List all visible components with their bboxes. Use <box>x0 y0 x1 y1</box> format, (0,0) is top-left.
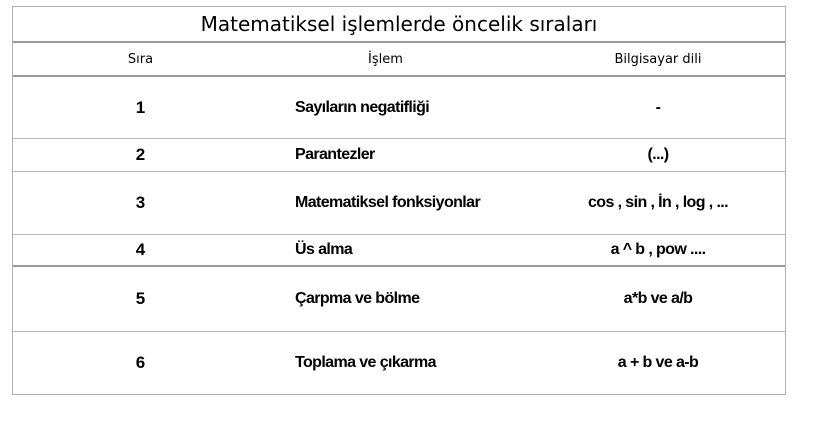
row-sira-label: 4 <box>135 240 146 259</box>
table-row <box>13 235 785 265</box>
row-sira <box>13 77 288 138</box>
row-sira-label: 2 <box>135 145 146 164</box>
priority-table <box>12 6 786 395</box>
table-title: Matematiksel işlemlerde öncelik sıraları <box>13 6 785 42</box>
row-islem: Matematiksel fonksiyonlar <box>295 194 481 211</box>
table-row <box>13 77 785 138</box>
header-row <box>13 43 785 75</box>
header-sira-label: Sıra <box>127 51 154 67</box>
row-islem: Toplama ve çıkarma <box>295 354 436 371</box>
row-bilgisayar-dili: a ^ b , pow .... <box>610 241 706 258</box>
row-islem: Çarpma ve bölme <box>295 290 420 307</box>
row-sira <box>13 332 288 394</box>
row-sira <box>13 235 288 265</box>
row-sira <box>13 139 288 171</box>
row-sira-label: 3 <box>135 193 146 212</box>
row-bilgisayar-dili: a*b ve a/b <box>623 290 693 307</box>
row-bilgisayar-dili: (...) <box>647 146 669 163</box>
row-bilgisayar-dili: - <box>655 98 661 116</box>
header-bilgisayar-dili: Bilgisayar dili <box>614 51 702 67</box>
table-row <box>13 139 785 171</box>
row-islem: Sayıların negatifliği <box>295 98 430 116</box>
header-islem: İşlem <box>368 51 403 67</box>
row-islem: Parantezler <box>295 146 375 163</box>
header-sira <box>13 43 288 75</box>
row-bilgisayar-dili: a + b ve a-b <box>617 354 699 371</box>
table-row <box>13 332 785 394</box>
row-sira <box>13 267 288 331</box>
table-row <box>13 267 785 331</box>
table-row <box>13 172 785 234</box>
row-sira-label: 5 <box>135 289 146 308</box>
row-islem: Üs alma <box>295 241 353 258</box>
row-sira <box>13 172 288 234</box>
row-bilgisayar-dili: cos , sin , İn , log , ... <box>588 194 728 211</box>
row-sira-label: 6 <box>135 353 146 372</box>
row-sira-label: 1 <box>135 97 146 117</box>
